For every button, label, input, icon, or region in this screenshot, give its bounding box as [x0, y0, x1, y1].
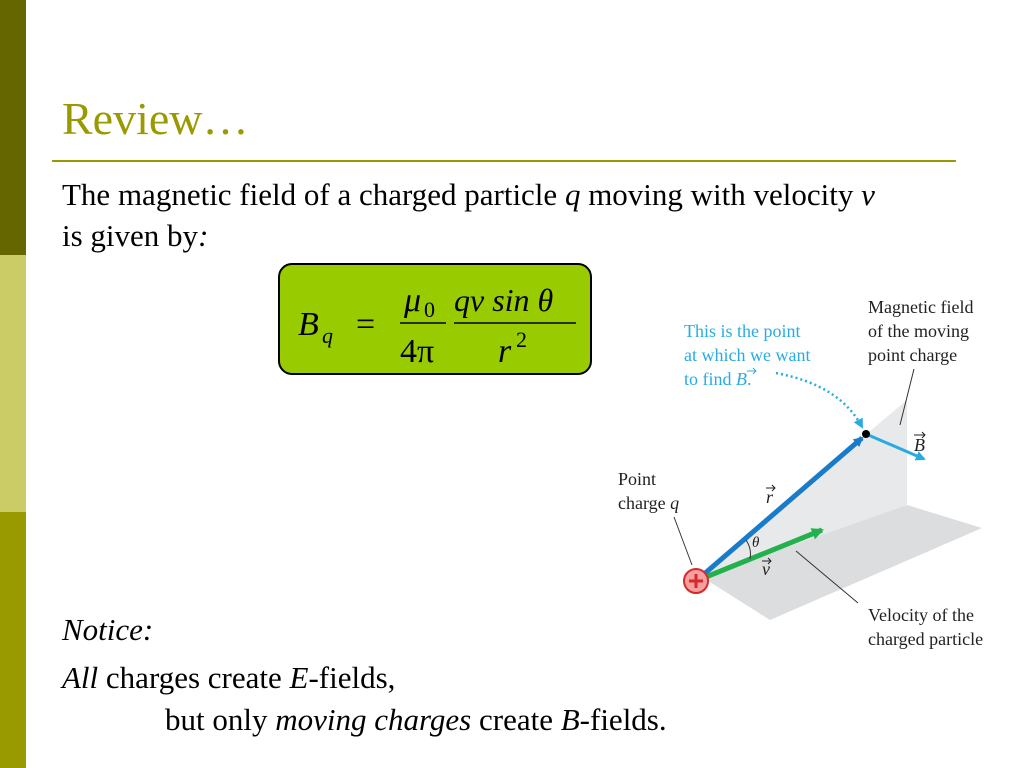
point-label-period: . [747, 369, 752, 389]
point-label-line-2: at which we want [684, 345, 811, 365]
slide-title: Review… [62, 93, 249, 144]
sidebar-block-bottom [0, 512, 26, 768]
theta-label: θ [752, 535, 760, 551]
charge-label-line-1: Point [618, 469, 657, 489]
sidebar-decoration [0, 0, 26, 768]
point-pointer-dotted [776, 373, 862, 427]
formula-r: r [498, 333, 512, 370]
formula-r-exponent: 2 [516, 327, 527, 352]
line1-text-2: -fields, [308, 660, 396, 695]
formula-four-pi: 4π [400, 333, 435, 370]
intro-text-1: The magnetic field of a charged particle [62, 177, 565, 212]
formula-mu: μ [404, 282, 422, 319]
e-letter: E [289, 660, 309, 695]
field-point-dot [862, 430, 870, 438]
formula-numerator: qv sin θ [454, 282, 554, 318]
intro-text-3: is given by [62, 218, 199, 253]
point-label-line-3 [684, 369, 752, 389]
all-word: All [62, 660, 99, 695]
line2-text-1: but only [165, 702, 276, 737]
sidebar-block-middle [0, 255, 26, 512]
formula-equals: = [356, 306, 376, 343]
b-vector-label: B [914, 435, 925, 455]
point-label-b: B [736, 369, 747, 389]
charge-label-leader [674, 517, 692, 565]
magnetic-field-diagram [600, 285, 1024, 665]
charge-label-q: q [670, 493, 680, 513]
formula-mu-subscript: 0 [424, 297, 435, 322]
charge-label-text: charge [618, 493, 671, 513]
line2-text-2: create [471, 702, 561, 737]
formula-lhs-subscript: q [322, 323, 333, 348]
notice-label: Notice: [62, 612, 154, 647]
velocity-label-line-2: charged particle [868, 629, 984, 649]
intro-q: q [564, 177, 581, 212]
v-vector-label: v [762, 559, 770, 579]
moving-charges-line [165, 702, 667, 738]
field-label-line-3: point charge [868, 345, 958, 365]
formula-lhs: B [298, 306, 319, 343]
formula [280, 265, 594, 377]
charge-label-line-2 [618, 493, 679, 513]
sidebar-block-top [0, 0, 26, 255]
b-letter: B [560, 702, 580, 737]
line2-text-3: -fields. [579, 702, 667, 737]
intro-v: v [861, 177, 875, 212]
intro-text-2: moving with velocity [580, 177, 862, 212]
line1-text-1: charges create [98, 660, 290, 695]
velocity-label-line-1: Velocity of the [868, 605, 974, 625]
formula-box [278, 263, 592, 375]
field-label-line-1: Magnetic field [868, 297, 974, 317]
field-label-line-2: of the moving [868, 321, 969, 341]
title-divider [52, 160, 956, 162]
point-label-to-find: to find [684, 369, 736, 389]
intro-paragraph [62, 174, 902, 256]
intro-colon: : [198, 218, 209, 253]
moving-charges-phrase: moving charges [275, 702, 472, 737]
r-vector-label: r [766, 487, 774, 507]
all-charges-line [62, 660, 395, 696]
point-label-line-1: This is the point [684, 321, 801, 341]
